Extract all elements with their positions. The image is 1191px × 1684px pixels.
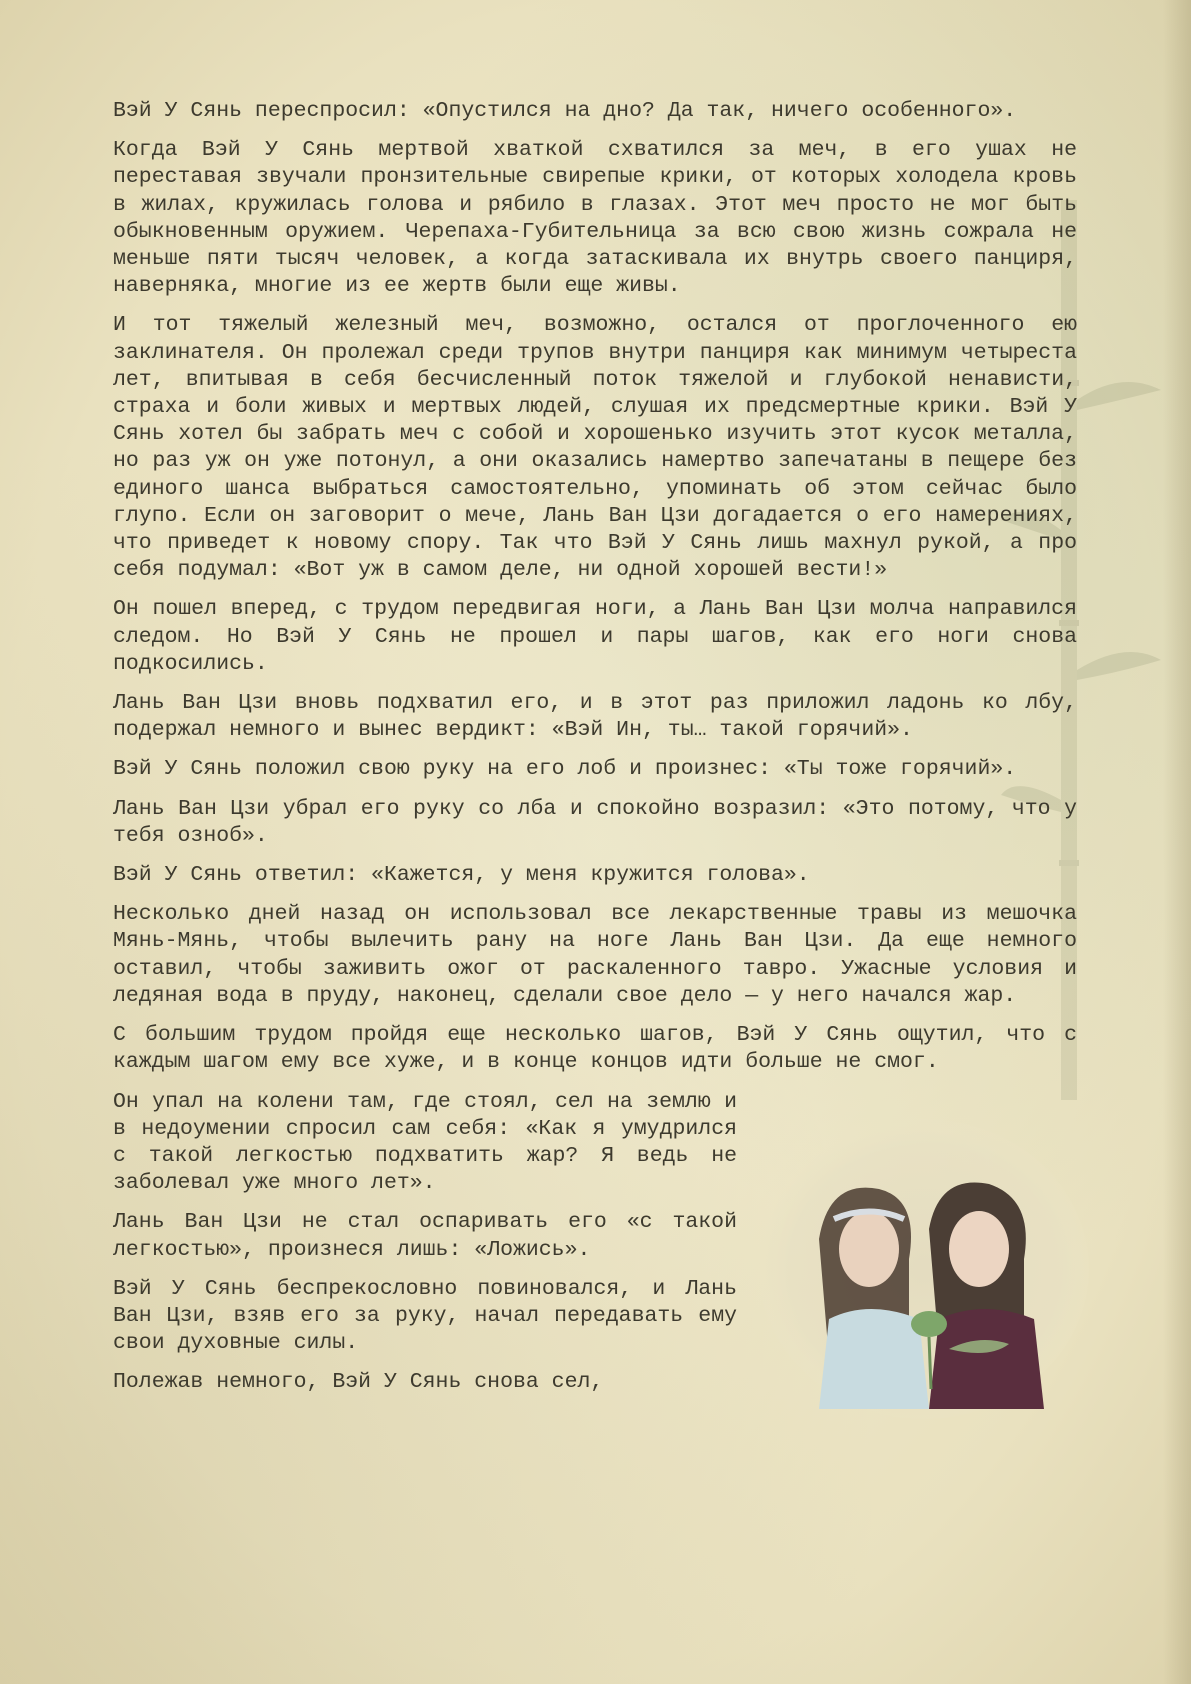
paragraph: Он пошел вперед, с трудом передвигая ноги, а Лань Ван Цзи молча направился следом. Но Вэй У Сянь не прошел и пары шагов, как его ноги снова подкосились. <box>113 597 1077 676</box>
paragraph: Вэй У Сянь переспросил: «Опустился на дно? Да так, ничего особенного». <box>113 99 1017 123</box>
paragraph: Лань Ван Цзи не стал оспаривать его «с такой легкостью», произнеся лишь: «Ложись». <box>113 1210 737 1262</box>
paragraph: Лань Ван Цзи вновь подхватил его, и в этот раз приложил ладонь ко лбу, подержал немного и вынес вердикт: «Вэй Ин, ты… такой горячий». <box>113 691 1077 743</box>
page-edge-shadow <box>1163 0 1191 1684</box>
paragraph: Несколько дней назад он использовал все лекарственные травы из мешочка Мянь-Мянь, чтобы вылечить рану на ноге Лань Ван Цзи. Да еще немного оставил, чтобы заживить ожог от раскаленного тавро. Ужасные условия и ледяная вода в пруду, наконец, сделали свое дело — у него начался жар. <box>113 902 1077 1008</box>
paragraph: Когда Вэй У Сянь мертвой хваткой схватился за меч, в его ушах не переставая звучали пронзительные свирепые крики, от которых холодела кровь в жилах, кружилась голова и рябило в глазах. Этот меч просто не мог быть обыкновенным оружием. Черепаха-Губительница за всю свою жизнь сожрала не меньше пяти тысяч человек, а когда затаскивала их внутрь своего панциря, наверняка, многие из ее жертв были еще живы. <box>113 138 1077 299</box>
paragraph: Полежав немного, Вэй У Сянь снова сел, <box>113 1370 604 1395</box>
paragraph: С большим трудом пройдя еще несколько шагов, Вэй У Сянь ощутил, что с каждым шагом ему все хуже, и в конце концов идти больше не смог. <box>113 1023 1077 1075</box>
character-illustration <box>759 1119 1089 1419</box>
document-body <box>113 98 1077 1419</box>
paragraph: Вэй У Сянь ответил: «Кажется, у меня кружится голова». <box>113 863 810 888</box>
paragraph: И тот тяжелый железный меч, возможно, остался от проглоченного ею заклинателя. Он пролежал среди трупов внутри панциря как минимум четыреста лет, впитывая в себя бесчисленный поток тяжелой и глубокой ненависти, страха и боли живых и мертвых людей, слушая их предсмертные крики. Вэй У Сянь хотел бы забрать меч с собой и хорошенько изучить этот кусок металла, но раз уж он уже потонул, а они оказались намертво запечатаны в пещере без единого шанса выбраться самостоятельно, упоминать об этом сейчас было глупо. Если он заговорит о мече, Лань Ван Цзи догадается о его намерениях, что приведет к новому спору. Так что Вэй У Сянь лишь махнул рукой, а про себя подумал: «Вот уж в самом деле, ни одной хорошей вести!» <box>113 313 1077 583</box>
paragraph: Лань Ван Цзи убрал его руку со лба и спокойно возразил: «Это потому, что у тебя озноб». <box>113 796 1077 848</box>
paragraph: Вэй У Сянь положил свою руку на его лоб и произнес: «Ты тоже горячий». <box>113 757 1017 782</box>
paragraph: Вэй У Сянь беспрекословно повиновался, и Лань Ван Цзи, взяв его за руку, начал передавать ему свои духовные силы. <box>113 1276 737 1356</box>
paragraph: Он упал на колени там, где стоял, сел на землю и в недоумении спросил сам себя: «Как я умудрился с такой легкостью подхватить жар? Я ведь не заболевал уже много лет». <box>113 1089 737 1196</box>
